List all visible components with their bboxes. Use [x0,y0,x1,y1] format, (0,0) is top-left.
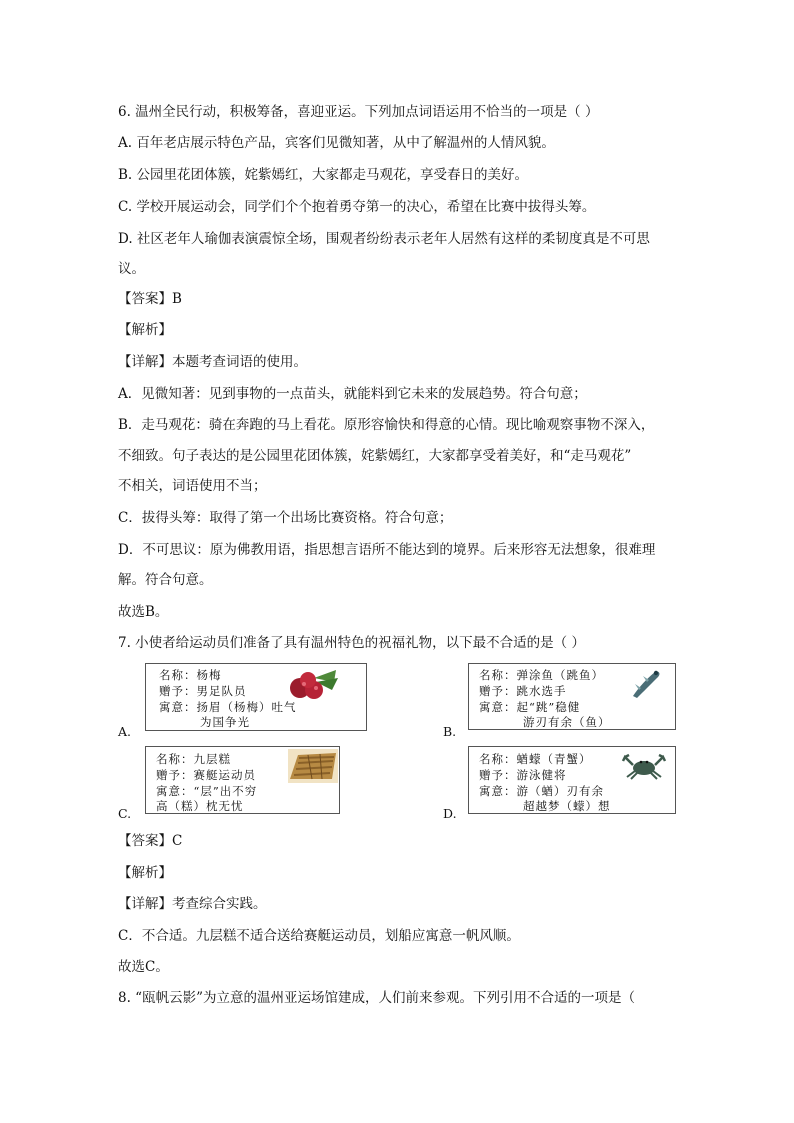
q7-card-d [468,746,676,814]
q7-option-d-label: D. [443,806,457,821]
crab-image [621,751,667,781]
q7-option-b-label: B. [443,724,457,739]
q6-choose: 故选B。 [118,604,169,620]
card-c-meaning: 寓意：“层”出不穷 [156,784,258,798]
q6-option-d-line1: D. 社区老年人瑜伽表演震惊全场，围观者纷纷表示老年人居然有这样的柔韧度真是不可思 [118,231,650,247]
q6-answer: 【答案】B [118,291,182,307]
q6-option-d-line2: 议。 [118,261,145,277]
q7-choose: 故选C。 [118,959,169,975]
q7-option-c-label: C. [118,806,132,821]
q6-explain-b-line2: 不细致。句子表达的是公园里花团体簇，姹紫嫣红，大家都享受着美好，和“走马观花” [118,448,632,464]
q6-explain-b-line1: B．走马观花：骑在奔跑的马上看花。原形容愉快和得意的心情。现比喻观察事物不深入， [118,417,655,433]
card-a-meaning-cont: 为国争光 [200,715,250,729]
card-a-name: 名称：杨梅 [159,668,222,682]
q7-analysis-heading: 【解析】 [118,865,172,881]
card-b-meaning-cont: 游刃有余（鱼） [523,715,611,729]
q6-option-c: C. 学校开展运动会，同学们个个抱着勇夺第一的决心，希望在比赛中拔得头筹。 [118,199,596,215]
q7-answer: 【答案】C [118,833,183,849]
card-d-meaning: 寓意：游（蝤）刃有余 [479,784,604,798]
q7-card-c [145,746,340,814]
card-d-meaning-cont: 超越梦（蠓）想 [523,799,611,813]
q7-card-a [145,663,367,731]
q7-detail: 【详解】考查综合实践。 [118,896,267,912]
layer-cake-image [288,749,338,783]
card-b-meaning: 寓意：起“跳”稳健 [479,700,581,714]
q7-card-b [468,663,676,730]
bayberry-image [286,668,338,700]
q6-analysis-heading: 【解析】 [118,322,172,338]
card-d-recipient: 赠予：游泳健将 [479,768,567,782]
q6-detail: 【详解】本题考查词语的使用。 [118,354,307,370]
q6-explain-c: C．拔得头筹：取得了第一个出场比赛资格。符合句意； [118,510,453,526]
q6-option-b: B. 公园里花团体簇，姹紫嫣红，大家都走马观花，享受春日的美好。 [118,167,529,183]
card-c-recipient: 赠予：赛艇运动员 [156,768,256,782]
card-d-name: 名称：蝤蠓（青蟹） [479,752,592,766]
q6-explain-d-line1: D．不可思议：原为佛教用语，指思想言语所不能达到的境界。后来形容无法想象，很难理 [118,542,656,558]
card-a-recipient: 赠予：男足队员 [159,684,247,698]
card-b-name: 名称：弹涂鱼（跳鱼） [479,668,604,682]
card-a-meaning: 寓意：扬眉（杨梅）吐气 [159,700,297,714]
q6-option-a: A. 百年老店展示特色产品，宾客们见微知著，从中了解温州的人情风貌。 [118,135,555,151]
q6-explain-a: A．见微知著：见到事物的一点苗头，就能料到它未来的发展趋势。符合句意； [118,386,587,402]
mudskipper-image [629,666,663,700]
q6-explain-b-line3: 不相关，词语使用不当； [118,478,267,494]
q7-option-a-label: A. [118,724,132,739]
card-b-recipient: 赠予：跳水选手 [479,684,567,698]
q8-stem: 8. “瓯帆云影”为立意的温州亚运场馆建成，人们前来参观。下列引用不合适的一项是（ [118,990,635,1006]
card-c-name: 名称：九层糕 [156,752,231,766]
q7-stem: 7. 小使者给运动员们准备了具有温州特色的祝福礼物，以下最不合适的是（ ） [118,635,585,651]
card-c-meaning-cont: 高（糕）枕无忧 [156,799,244,813]
q6-explain-d-line2: 解。符合句意。 [118,572,213,588]
q6-stem: 6. 温州全民行动，积极筹备，喜迎亚运。下列加点词语运用不恰当的一项是（ ） [118,104,599,120]
q7-explain-c: C．不合适。九层糕不适合送给赛艇运动员，划船应寓意一帆风顺。 [118,928,520,944]
